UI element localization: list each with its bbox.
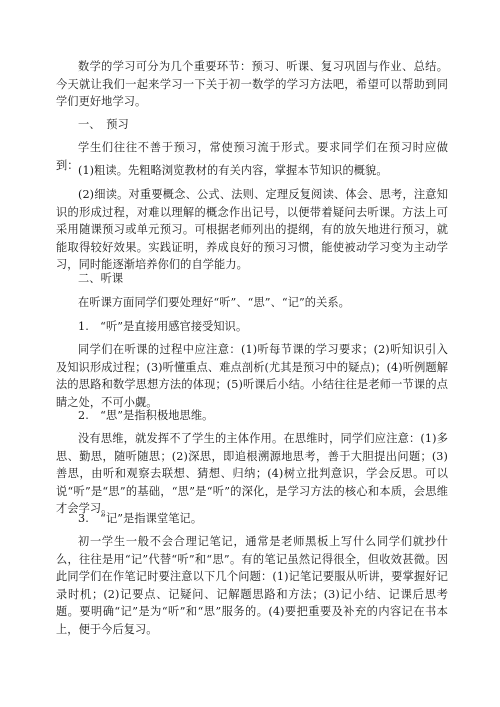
section-heading-listening: 二、听课 [78,272,124,285]
notes-paragraph: 初一学生一般不会合理记笔记，通常是老师黑板上写什么同学们就抄什么，往往是用“记”代替“听”和“思”。有的笔记虽然记得很全，但收效甚微。因此同学们在作笔记时要注意以下几个问题：(1)记笔记要服从听讲，要掌握好记录时机；(2)记要点、记疑问、记解题思路和方法；(3)记小结、记课后思考题。要明确“记”是为“听”和“思”服务的。(4)要把重要及补充的内容记在书本上，便于今后复习。 [56,535,448,636]
listen-paragraph: 同学们在听课的过程中应注意：(1)听每节课的学习要求；(2)听知识引入及知识形成过程；(3)听懂重点、难点剖析(尤其是预习中的疑点)；(4)听例题解法的思路和数学思想方法的体现；(5)听课后小结。小结往往是老师一节课的点睛之处，不可小觑。 [56,343,448,409]
preview-paragraph: 学生们往往不善于预习，常使预习流于形式。要求同学们在预习时应做到： [56,141,448,172]
subheading-listen: 1. “听”是直接用感官接受知识。 [78,320,248,333]
section-heading-preview: 一、 预习 [78,118,129,131]
subheading-think: 2. “思”是指积极地思维。 [78,409,214,422]
think-paragraph: 没有思维，就发挥不了学生的主体作用。在思维时，同学们应注意：(1)多思、勤思，随听随思；(2)深思，即追根溯源地思考，善于大胆提出问题；(3)善思，由听和观察去联想、猜想、归纳；(4)树立批判意识，学会反思。可以说“听”是“思”的基础，“思”是“听”的深化，是学习方法的核心和本质，会思维才会学习。 [56,432,448,516]
preview-close-reading: (2)细读。对重要概念、公式、法则、定理反复阅读、体会、思考，注意知识的形成过程，对难以理解的概念作出记号，以便带着疑问去听课。方法上可采用随课预习或单元预习。可根据老师列出的提纲，有的放矢地进行预习，就能取得较好效果。实践证明，养成良好的预习习惯，能使被动学习变为主动学习，同时能逐渐培养你们的自学能力。 [56,188,448,272]
listening-intro: 在听课方面同学们要处理好“听”、“思”、“记”的关系。 [78,296,350,309]
preview-rough-reading: (1)粗读。先粗略浏览教材的有关内容，掌握本节知识的概貌。 [78,164,388,177]
intro-paragraph: 数学的学习可分为几个重要环节：预习、听课、复习巩固与作业、总结。今天就让我们一起来学习一下关于初一数学的学习方法吧，希望可以帮助到同学们更好地学习。 [56,60,448,109]
subheading-notes: 3. “记”是指课堂笔记。 [78,512,203,525]
